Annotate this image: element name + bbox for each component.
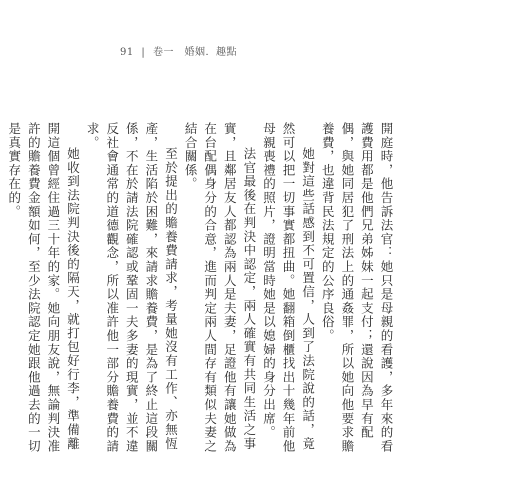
paragraph-5: 她收到法院判決後的隔天，就打包好行李，準備離開這個曾經住過三十年的家。她向朋友說，無論判決准許的贍養費金額如何，至少法院認定她跟他過去的一切是真實存在的。 [6,122,81,454]
paragraph-1: 開庭時，他告訴法官：她只是母親的看護，多年來的看護費用都是他們兄弟姊妹一起支付；還說因為早有配偶，與她同居犯了刑法上的通姦罪，所以她向他要求贍養費，也違背民法規定的公序良俗。 [320,122,394,454]
body-text [4,122,396,462]
page-number: 91 [120,47,134,58]
paragraph-4: 至於提出的贍養費請求，考量她沒有工作、亦無恆產，生活陷於困難，來請求贍養費，是為了終止這段關係，不在於請法院確認或鞏固一夫多妻的現實，並不違反社會通常的道德觀念，所以准許他一部分贍養費的請求。 [85,122,179,454]
section-title: 卷一 婚姻．趣點 [152,47,237,58]
running-header [120,43,241,58]
paragraph-2: 她對這些話感到不可置信，人到了法院說的話，竟然可以把一切事實都扭曲。她翻箱倒櫃找出十幾年前他母親喪禮的照片，證明當時她是以媳婦的身分出席。 [261,122,316,454]
header-separator: | [141,47,146,58]
paragraph-3: 法官最後在判決中認定，兩人確實有共同生活之事實，且鄰居友人都認為兩人是夫妻，足證他有讓她做為在台配偶身分的合意，進而判定兩人間存有類似夫妻之結合關係。 [183,122,257,454]
